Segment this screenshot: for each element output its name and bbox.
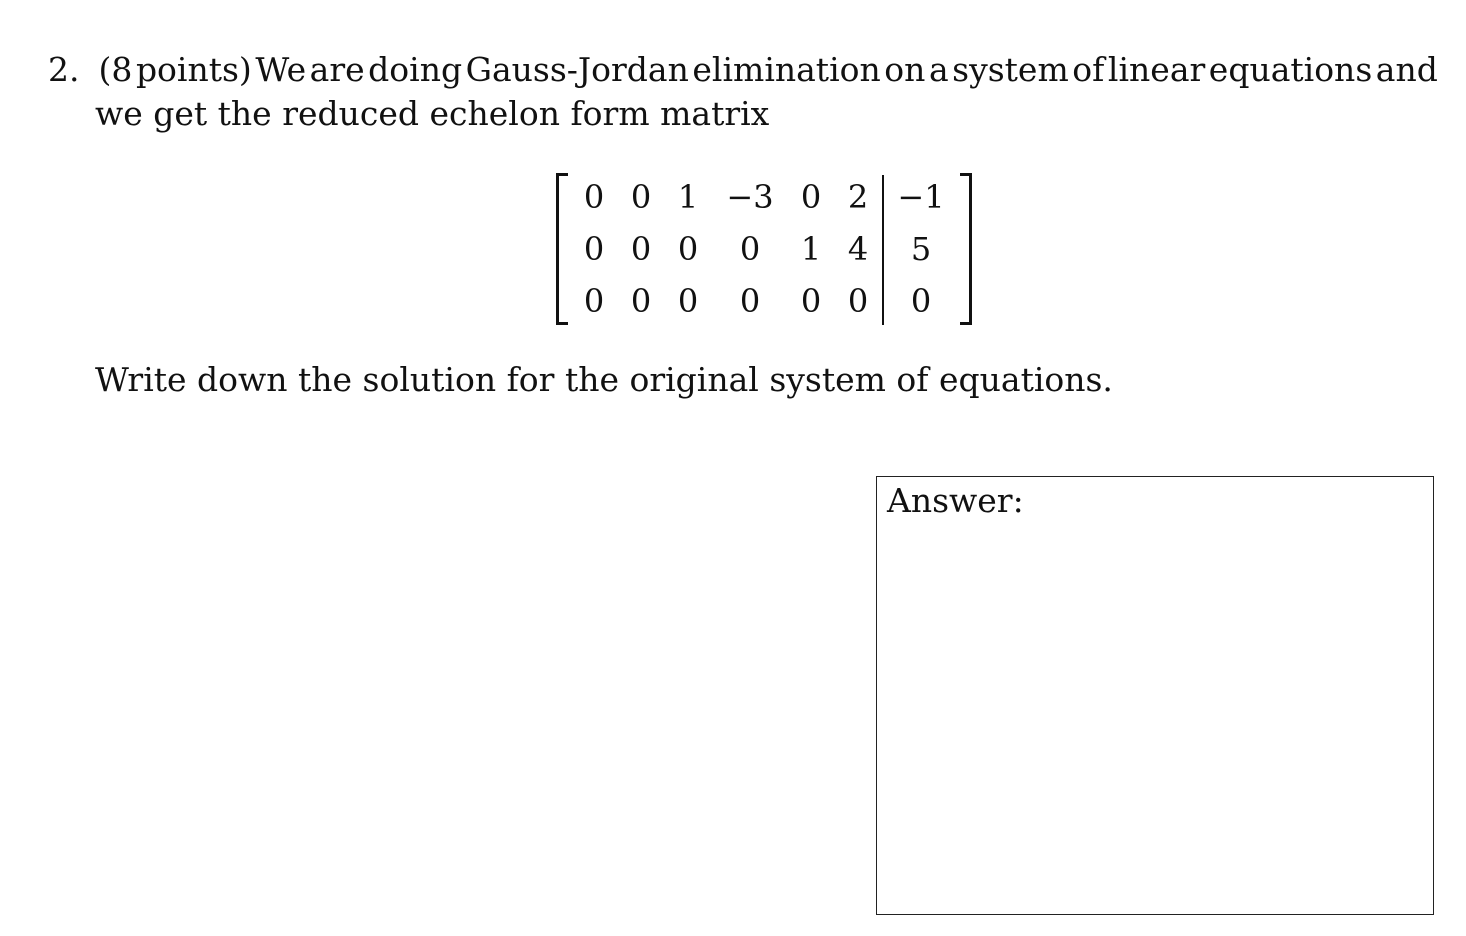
problem-word: are — [309, 50, 365, 89]
problem-word: and — [1375, 50, 1438, 89]
matrix-cell: 0 — [677, 282, 699, 320]
problem-number: 2. — [48, 50, 80, 89]
matrix-cell: −3 — [726, 178, 774, 216]
problem-word: (8 — [98, 50, 133, 89]
matrix-cell: 5 — [910, 230, 932, 268]
matrix-cell: 1 — [800, 230, 822, 268]
problem-word: equations — [1208, 50, 1373, 89]
matrix-cell: 0 — [630, 178, 652, 216]
answer-label: Answer: — [887, 481, 1024, 520]
matrix-cell: 0 — [910, 282, 932, 320]
matrix-cell: 0 — [583, 282, 605, 320]
matrix-cell: 0 — [630, 230, 652, 268]
matrix-cell: 0 — [800, 178, 822, 216]
problem-word: Gauss-Jordan — [465, 50, 689, 89]
matrix-cell: 0 — [739, 282, 761, 320]
matrix-cell: 0 — [800, 282, 822, 320]
matrix-cell: −1 — [897, 178, 945, 216]
matrix-cell: 0 — [739, 230, 761, 268]
matrix-cell: 1 — [677, 178, 699, 216]
problem-word: on — [884, 50, 926, 89]
problem-word: a — [928, 50, 949, 89]
matrix-cell: 0 — [583, 178, 605, 216]
matrix-cell: 0 — [847, 282, 869, 320]
problem-word: doing — [368, 50, 463, 89]
matrix-cell: 2 — [847, 178, 869, 216]
matrix-cell: 4 — [847, 230, 869, 268]
matrix-cell: 0 — [583, 230, 605, 268]
matrix-cell: 0 — [677, 230, 699, 268]
matrix-cell: 0 — [630, 282, 652, 320]
problem-line-1 — [48, 48, 1438, 92]
problem-word: of — [1072, 50, 1105, 89]
problem-word: system — [952, 50, 1069, 89]
answer-box[interactable] — [876, 476, 1434, 915]
problem-word: elimination — [692, 50, 881, 89]
problem-word: We — [255, 50, 307, 89]
problem-line-2: we get the reduced echelon form matrix — [95, 94, 770, 133]
problem-statement — [48, 48, 1438, 136]
matrix-right-bracket — [960, 173, 972, 325]
problem-word: linear — [1107, 50, 1206, 89]
instruction-text: Write down the solution for the original system of equations. — [95, 360, 1113, 399]
problem-word: points) — [135, 50, 252, 89]
augmented-matrix — [556, 173, 972, 327]
